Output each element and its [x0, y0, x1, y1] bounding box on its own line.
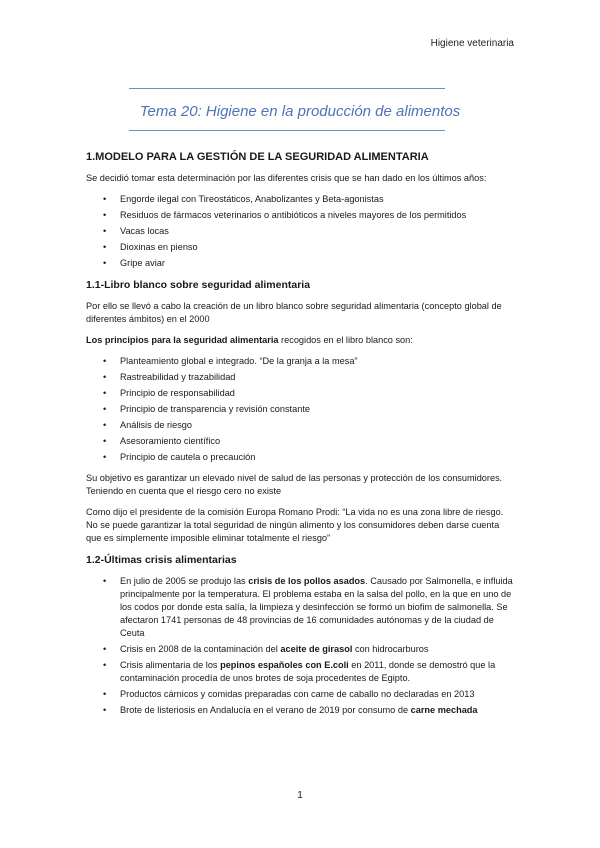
- principles-bold: Los principios para la seguridad alimentaria: [86, 335, 279, 345]
- bold-text: crisis de los pollos asados: [248, 576, 366, 586]
- running-header: Higiene veterinaria: [430, 38, 514, 49]
- section-1-1-paragraph: Por ello se llevó a cabo la creación de un libro blanco sobre seguridad alimentaria (concepto global de diferentes ámbitos) en el 2000: [86, 301, 502, 324]
- crisis-causes-list: [86, 193, 516, 270]
- list-item: • Principio de transparencia y revisión constante: [120, 403, 516, 416]
- document-title: Tema 20: Higiene en la producción de alimentos: [139, 103, 461, 120]
- principles-list: [86, 355, 516, 464]
- principles-intro: [86, 334, 516, 347]
- title-rule-top: [129, 88, 445, 89]
- list-item: • Principio de responsabilidad: [120, 387, 516, 400]
- list-item: • Análisis de riesgo: [120, 419, 516, 432]
- title-rule-bottom: [129, 130, 445, 131]
- list-item: • Dioxinas en pienso: [120, 241, 516, 254]
- list-item: • Rastreabilidad y trazabilidad: [120, 371, 516, 384]
- list-item: [120, 643, 516, 656]
- text: En julio de 2005 se produjo las: [120, 576, 249, 586]
- recent-crises-list: [86, 575, 516, 717]
- objective-paragraph: Su objetivo es garantizar un elevado nivel de salud de las personas y protección de los consumidores. Teniendo en cuenta que el riesgo cero no existe: [86, 473, 503, 496]
- list-item: [120, 704, 516, 717]
- page-number: 1: [297, 790, 303, 801]
- list-item: • Asesoramiento científico: [120, 435, 516, 448]
- list-item: • Productos cárnicos y comidas preparadas con carne de caballo no declaradas en 2013: [120, 688, 516, 701]
- text: con hidrocarburos: [352, 644, 429, 654]
- list-item: • Principio de cautela o precaución: [120, 451, 516, 464]
- text: en 2011, donde se demostró que la contaminación procedía de unos brotes de soja procedentes de Egipto.: [120, 660, 496, 683]
- bold-text: pepinos españoles con E.coli: [220, 660, 349, 670]
- list-item: • Planteamiento global e integrado. “De la granja a la mesa”: [120, 355, 516, 368]
- bold-text: aceite de girasol: [280, 644, 353, 654]
- text: . Causado por Salmonella, e influida principalmente por la temperatura. El problema estaba en la salsa del pollo, en la que en uno de los codos por donde esta salía, la limpieza y desinfección se formó un biofim de salmonella. Se afectaron 1741 personas de 48 provincias de 16 comunidades autónomas y de la ciudad de Ceuta: [120, 576, 513, 638]
- list-item: • Vacas locas: [120, 225, 516, 238]
- section-1-2-heading: 1.2-Últimas crisis alimentarias: [86, 554, 237, 566]
- text: Brote de listeriosis en Andalucía en el verano de 2019 por consumo de: [120, 705, 411, 715]
- list-item: • Gripe aviar: [120, 257, 516, 270]
- list-item: • Engorde ilegal con Tireostáticos, Anabolizantes y Beta-agonistas: [120, 193, 516, 206]
- list-item: [120, 575, 516, 640]
- prodi-quote: Como dijo el presidente de la comisión Europa Romano Prodi: “La vida no es una zona libre de riesgo. No se puede garantizar la total seguridad de ningún alimento y los consumidores deben darse cuenta que es simplemente imposible eliminar totalmente el riesgo”: [86, 507, 504, 543]
- text: Crisis en 2008 de la contaminación del: [120, 644, 281, 654]
- list-item: [120, 659, 516, 685]
- document-body: [86, 150, 516, 725]
- text: Crisis alimentaria de los: [120, 660, 221, 670]
- principles-rest: recogidos en el libro blanco son:: [278, 335, 413, 345]
- section-1-intro: Se decidió tomar esta determinación por las diferentes crisis que se han dado en los últimos años:: [86, 173, 487, 183]
- bold-text: carne mechada: [410, 705, 478, 715]
- section-1-1-heading: 1.1-Libro blanco sobre seguridad alimentaria: [86, 279, 311, 291]
- list-item: • Residuos de fármacos veterinarios o antibióticos a niveles mayores de los permitidos: [120, 209, 516, 222]
- section-1-heading: 1.MODELO PARA LA GESTIÓN DE LA SEGURIDAD ALIMENTARIA: [86, 151, 429, 163]
